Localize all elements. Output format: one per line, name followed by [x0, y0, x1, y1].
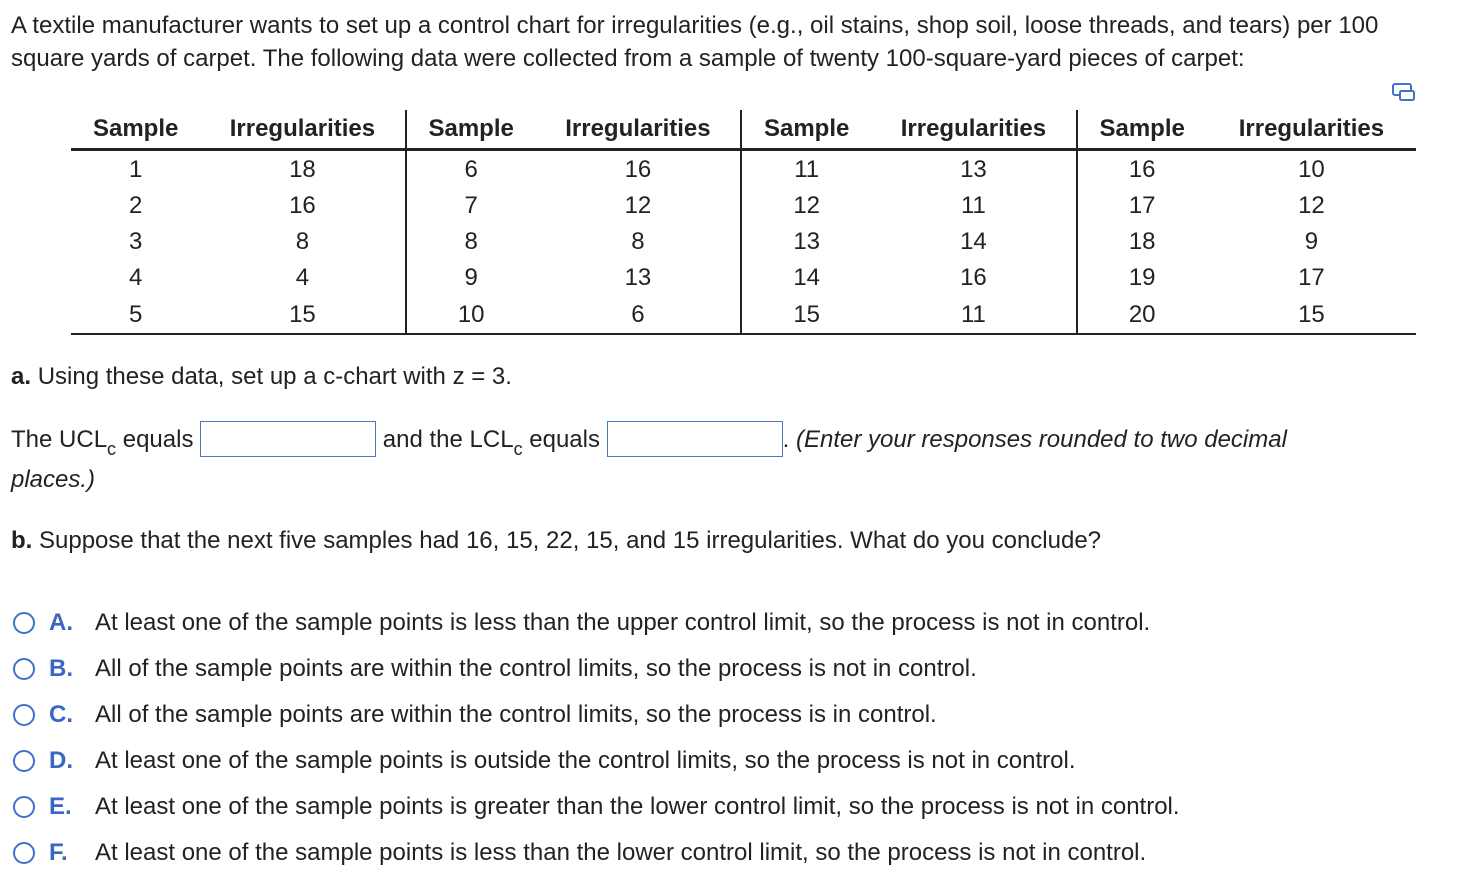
rounding-hint-continued: places.) [11, 466, 96, 493]
answer-options [13, 600, 1180, 876]
table-row [71, 224, 1416, 260]
option-c[interactable] [13, 692, 1180, 738]
table-cell: 15 [741, 296, 871, 334]
table-cell: 13 [624, 264, 652, 291]
table-cell: 8 [406, 224, 536, 260]
option-text: All of the sample points are within the control limits, so the process is in control. [95, 701, 937, 728]
ucl-equals: equals [122, 426, 194, 453]
col-header: Sample [741, 110, 871, 150]
part-b-text: Suppose that the next five samples had 16, 15, 22, 15, and 15 irregularities. What do you conclude? [39, 527, 1102, 554]
option-letter: B. [49, 655, 73, 682]
table-cell: 9 [406, 260, 536, 296]
lcl-subscript: c [513, 439, 523, 459]
option-text: All of the sample points are within the control limits, so the process is not in control. [95, 655, 977, 682]
table-cell: 2 [129, 192, 143, 219]
table-cell: 1 [129, 155, 143, 183]
table-cell: 12 [624, 192, 652, 219]
table-cell: 6 [536, 296, 741, 334]
table-cell: 11 [871, 296, 1076, 334]
option-letter: C. [49, 701, 73, 728]
radio-button-icon[interactable] [13, 796, 35, 818]
part-b-label: b. [11, 527, 33, 554]
option-d[interactable] [13, 738, 1180, 784]
table-cell: 8 [631, 228, 645, 255]
table-row [71, 188, 1416, 224]
table-cell: 14 [741, 260, 871, 296]
ucl-prefix: The UCL [11, 426, 108, 453]
ucl-input-box[interactable] [200, 421, 376, 457]
table-cell: 14 [960, 228, 987, 255]
table-cell: 13 [741, 224, 871, 260]
option-e[interactable] [13, 784, 1180, 830]
option-a[interactable] [13, 600, 1180, 646]
lcl-input[interactable] [608, 425, 782, 459]
col-header: Irregularities [1207, 110, 1416, 150]
table-cell: 9 [1304, 228, 1319, 255]
option-text: At least one of the sample points is less than the upper control limit, so the process is not in control. [95, 609, 1151, 636]
option-b[interactable] [13, 646, 1180, 692]
ucl-input[interactable] [201, 425, 375, 459]
table-cell: 3 [129, 228, 143, 255]
table-cell: 13 [960, 155, 987, 183]
table-cell: 11 [960, 192, 986, 219]
table-cell: 16 [1077, 150, 1207, 189]
option-letter: A. [49, 609, 73, 636]
part-a-text: Using these data, set up a c-chart with z = 3. [37, 363, 512, 390]
part-a-answer-row [11, 420, 1451, 461]
table-cell: 6 [406, 150, 536, 189]
part-a-question [11, 360, 512, 393]
table-row [71, 260, 1416, 296]
radio-button-icon[interactable] [13, 704, 35, 726]
table-cell: 17 [1298, 264, 1325, 291]
copy-table-icon[interactable] [1391, 82, 1417, 104]
table-cell: 10 [1298, 155, 1325, 183]
col-header: Sample [1077, 110, 1207, 150]
col-header: Irregularities [871, 110, 1076, 150]
irregularities-table [71, 110, 1416, 335]
table-cell: 4 [129, 264, 143, 291]
table-cell: 12 [741, 188, 871, 224]
answer-period: . [782, 426, 790, 453]
table-cell: 19 [1077, 260, 1207, 296]
col-header: Irregularities [200, 110, 405, 150]
lcl-input-box[interactable] [607, 421, 783, 457]
table-cell: 12 [1298, 192, 1325, 219]
col-header: Sample [406, 110, 536, 150]
table-cell: 10 [406, 296, 536, 334]
option-text: At least one of the sample points is less than the lower control limit, so the process is not in control. [95, 839, 1147, 866]
table-cell: 16 [289, 192, 316, 219]
option-f[interactable] [13, 830, 1180, 876]
option-letter: F. [49, 839, 68, 866]
option-letter: D. [49, 747, 73, 774]
radio-button-icon[interactable] [13, 750, 35, 772]
table-row [71, 296, 1416, 334]
table-cell: 5 [71, 296, 200, 334]
ucl-subscript: c [107, 439, 117, 459]
radio-button-icon[interactable] [13, 612, 35, 634]
option-text: At least one of the sample points is greater than the lower control limit, so the process is not in control. [95, 793, 1180, 820]
option-letter: E. [49, 793, 72, 820]
table-cell: 15 [1207, 296, 1416, 334]
table-cell: 7 [406, 188, 536, 224]
table-cell: 16 [960, 264, 987, 291]
part-b-question [11, 524, 1101, 557]
table-cell: 18 [1077, 224, 1207, 260]
table-row [71, 150, 1416, 189]
table-cell: 8 [295, 228, 310, 255]
lcl-prefix: and the LCL [382, 426, 514, 453]
table-cell: 16 [624, 155, 652, 183]
table-cell: 20 [1077, 296, 1207, 334]
table-header-row [71, 110, 1416, 150]
col-header: Irregularities [536, 110, 741, 150]
radio-button-icon[interactable] [13, 842, 35, 864]
option-text: At least one of the sample points is outside the control limits, so the process is not in control. [95, 747, 1076, 774]
col-header: Sample [71, 110, 200, 150]
rounding-hint: (Enter your responses rounded to two decimal [796, 426, 1287, 453]
lcl-equals: equals [529, 426, 600, 453]
radio-button-icon[interactable] [13, 658, 35, 680]
table-cell: 15 [200, 296, 405, 334]
part-a-label: a. [11, 363, 32, 390]
table-cell: 18 [289, 155, 316, 183]
problem-intro: A textile manufacturer wants to set up a control chart for irregularities (e.g., oil stains, shop soil, loose threads, and tears) per 100 square yards of carpet. The following data were collected from a sample of twenty 100-square-yard pieces of carpet: [11, 12, 1379, 72]
table-cell: 11 [741, 150, 871, 189]
table-cell: 4 [295, 264, 310, 291]
table-cell: 17 [1077, 188, 1207, 224]
